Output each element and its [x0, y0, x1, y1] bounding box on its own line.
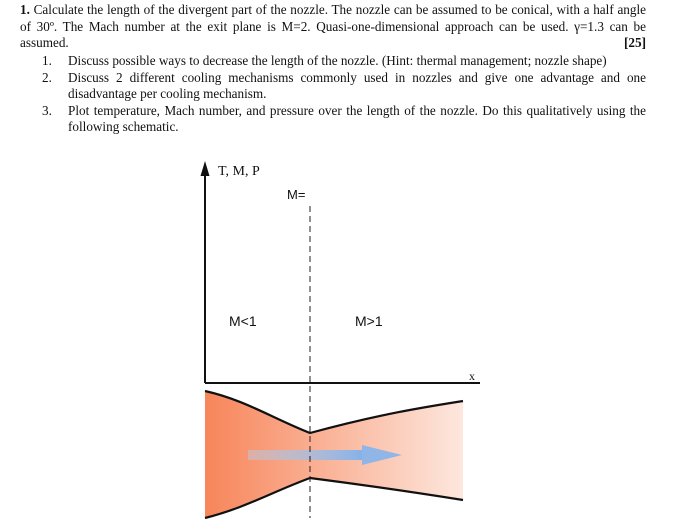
subquestion-text: Plot temperature, Mach number, and pressure over the length of the nozzle. Do this qualitatively using the following schematic. [68, 102, 646, 135]
subsonic-label: M<1 [229, 313, 257, 329]
throat-mach-label: M= [287, 187, 306, 202]
y-axis-label: T, M, P [218, 164, 260, 179]
subquestion-number: 2. [42, 69, 52, 85]
x-axis-label: x [469, 369, 475, 383]
subquestion-text: Discuss possible ways to decrease the length of the nozzle. (Hint: thermal management; nozzle shape) [68, 53, 607, 68]
question-number: 1. [20, 2, 30, 17]
subquestion-number: 1. [42, 53, 52, 68]
y-axis-arrowhead [201, 161, 210, 176]
question-marks: [25] [624, 35, 646, 51]
subquestion-number: 3. [42, 102, 52, 118]
subquestion-text: Discuss 2 different cooling mechanisms commonly used in nozzles and give one advantage and one disadvantage per cooling mechanism. [68, 69, 646, 102]
flow-arrow-shaft [248, 450, 368, 460]
question-text: Calculate the length of the divergent part of the nozzle. The nozzle can be assumed to be conical, with a half angle of 30º. The Mach number at the exit plane is M=2. Quasi-one-dimensional approach can be used. γ=1.3 can be assumed. [20, 2, 647, 51]
supersonic-label: M>1 [355, 313, 383, 329]
